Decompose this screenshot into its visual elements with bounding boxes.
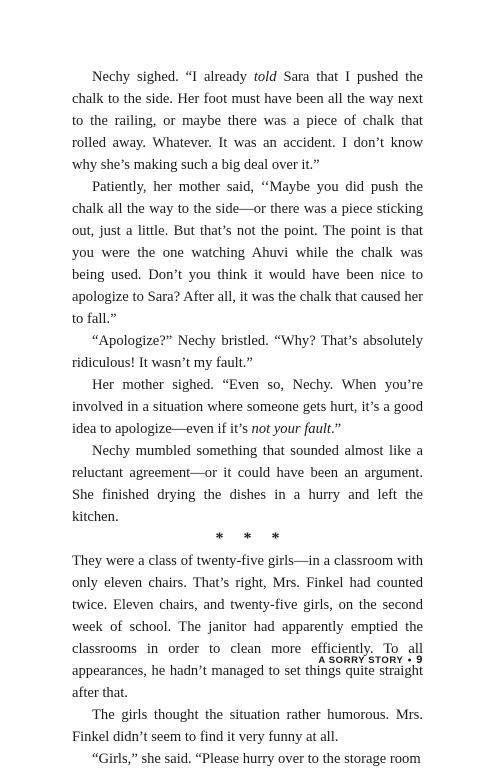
text-run: The girls thought the situation rather humorous. Mrs. Finkel didn’t seem to find it very funny at all. — [72, 707, 423, 745]
page-number: 9 — [416, 654, 423, 666]
text-run: “Apologize?” Nechy bristled. “Why? That’s absolutely ridiculous! It wasn’t my fault.” — [72, 333, 423, 371]
text-run: “Girls,” she said. “Please hurry over to the storage room — [92, 751, 421, 767]
paragraph — [72, 66, 423, 176]
running-title: A SORRY STORY — [318, 655, 404, 666]
text-run: They were a class of twenty-five girls—in a classroom with only eleven chairs. That’s right, Mrs. Finkel had counted twice. Eleven chairs, and twenty-five girls, on the second week of school. The janitor had apparently emptied the classrooms in order to clean more efficiently. To all appearances, he hadn’t managed to set things quite straight after that. — [72, 553, 423, 701]
footer-bullet: ● — [407, 657, 413, 664]
text-run: Nechy sighed. “I already — [92, 69, 254, 85]
paragraph — [72, 176, 423, 330]
text-run: Nechy mumbled something that sounded almost like a reluctant agreement—or it could have been an argument. She finished drying the dishes in a hurry and left the kitchen. — [72, 443, 423, 525]
paragraph — [72, 704, 423, 748]
section-break: * * * — [215, 530, 288, 547]
paragraph — [72, 748, 423, 770]
text-run: Sara that I pushed the chalk to the side. Her foot must have been all the way next to the railing, or maybe there was a piece of chalk that rolled away. Whatever. It was an accident. I don’t know why she’s making such a big deal over it.” — [72, 69, 424, 173]
paragraph — [72, 550, 423, 704]
paragraph — [72, 440, 423, 528]
italic-text: not your fault — [251, 421, 331, 437]
paragraph — [72, 374, 423, 440]
page-footer — [318, 654, 423, 666]
text-run: Patiently, her mother said, ‘‘Maybe you did push the chalk all the way to the side—or there was a piece sticking out, just a little. But that’s not the point. The point is that you were the one watching Ahuvi while the chalk was being used. Don’t you think it would have been nice to apologize to Sara? After all, it was the chalk that caused her to fall.” — [72, 179, 423, 327]
italic-text: told — [253, 69, 277, 85]
paragraph — [72, 330, 423, 374]
text-run: .” — [331, 421, 342, 437]
text-run: Her mother sighed. “Even so, Nechy. When you’re involved in a situation where someone gets hurt, it’s a good idea to apologize—even if it’s — [72, 377, 423, 437]
